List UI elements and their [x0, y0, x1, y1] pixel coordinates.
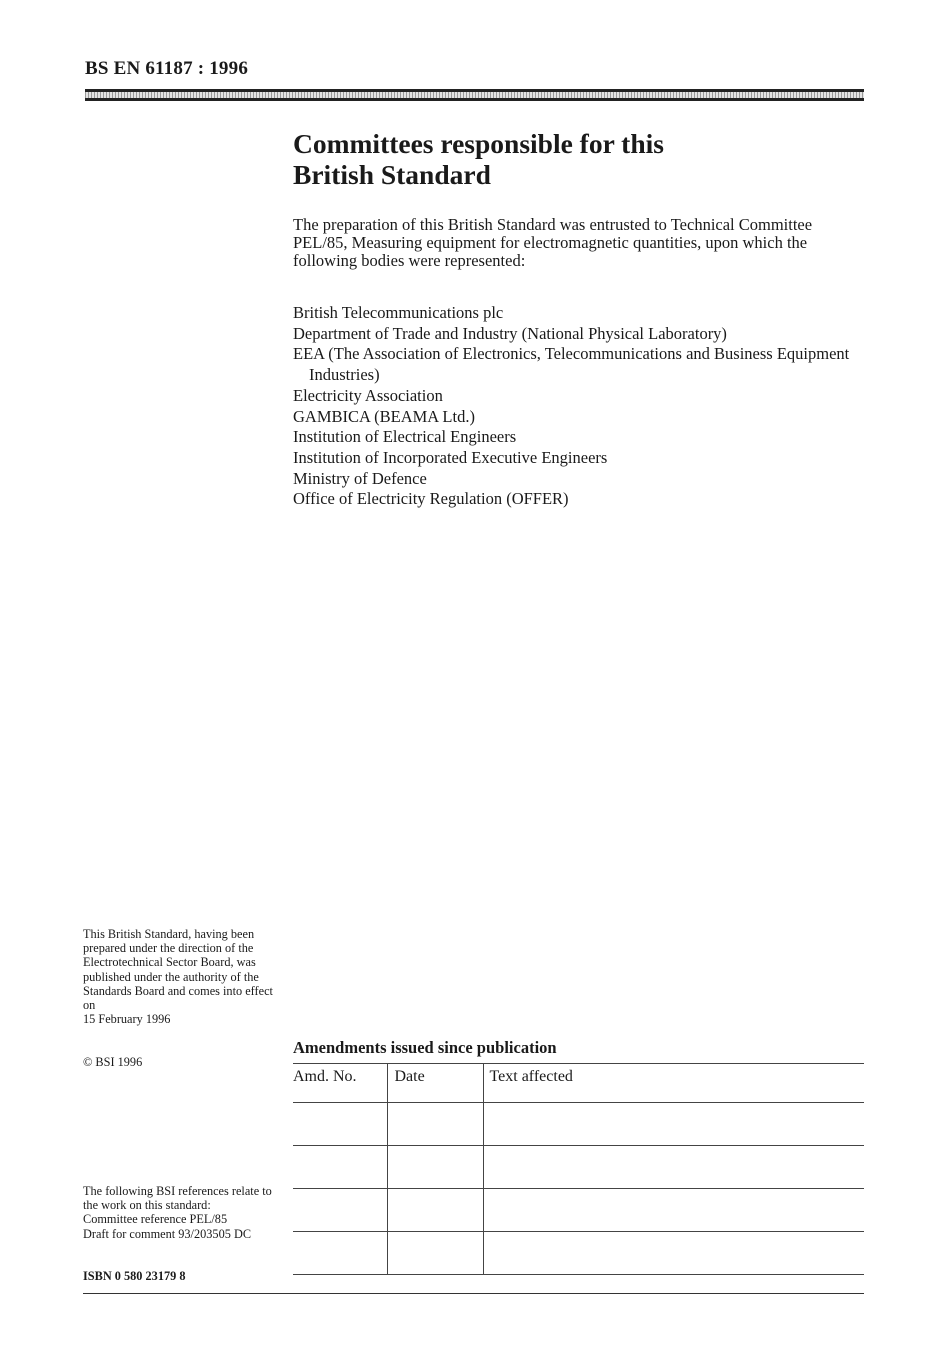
table-row	[293, 1103, 864, 1146]
table-cell	[387, 1103, 483, 1146]
represented-bodies-list	[293, 303, 858, 510]
amendments-table	[293, 1063, 864, 1275]
list-item: EEA (The Association of Electronics, Telecommunications and Business Equipment Industries)	[293, 344, 850, 385]
table-cell	[387, 1232, 483, 1275]
list-item: Electricity Association	[293, 385, 443, 405]
list-item: Institution of Incorporated Executive Engineers	[293, 447, 608, 467]
amendments-heading: Amendments issued since publication	[293, 1038, 557, 1057]
effective-date: 15 February 1996	[83, 1012, 171, 1027]
draft-reference: Draft for comment 93/203505 DC	[83, 1226, 252, 1241]
column-header-text-affected: Text affected	[489, 1068, 573, 1085]
publication-note-text: This British Standard, having been prepared under the direction of the Electrotechnical Sector Board, was published under the authority of the Standards Board and comes into effect on	[83, 927, 273, 1013]
table-row	[293, 1232, 864, 1275]
bsi-references	[83, 1184, 283, 1241]
page-title	[293, 128, 853, 190]
column-header-amd-no: Amd. No.	[293, 1064, 387, 1103]
publication-note	[83, 927, 275, 1026]
list-item: Department of Trade and Industry (National Physical Laboratory)	[293, 323, 727, 343]
list-item: Office of Electricity Regulation (OFFER)	[293, 489, 569, 509]
copyright-notice: © BSI 1996	[83, 1055, 143, 1069]
column-header-date: Date	[387, 1064, 483, 1103]
table-row	[293, 1189, 864, 1232]
list-item: Ministry of Defence	[293, 468, 427, 488]
committee-reference: Committee reference PEL/85	[83, 1212, 228, 1227]
table-cell	[293, 1232, 387, 1275]
title-line-2: British Standard	[293, 159, 491, 190]
standard-reference: BS EN 61187 : 1996	[85, 58, 249, 79]
list-item: Institution of Electrical Engineers	[293, 427, 517, 447]
isbn: ISBN 0 580 23179 8	[83, 1269, 186, 1283]
list-item: British Telecommunications plc	[293, 303, 504, 322]
table-cell	[293, 1146, 387, 1189]
table-cell	[483, 1232, 864, 1275]
table-row	[293, 1146, 864, 1189]
table-cell	[293, 1103, 387, 1146]
list-item: GAMBICA (BEAMA Ltd.)	[293, 406, 475, 426]
footer-rule	[83, 1293, 864, 1294]
intro-paragraph: The preparation of this British Standard was entrusted to Technical Committee PEL/85, Measuring equipment for electromagnetic quantities, upon which the following bodies were represented:	[293, 215, 813, 270]
table-cell	[387, 1189, 483, 1232]
table-cell	[483, 1189, 864, 1232]
header-rule	[85, 89, 864, 101]
bsi-references-intro: The following BSI references relate to the work on this standard:	[83, 1184, 272, 1213]
table-header-row	[293, 1064, 864, 1103]
title-line-1: Committees responsible for this	[293, 128, 664, 159]
table-cell	[483, 1146, 864, 1189]
table-cell	[293, 1189, 387, 1232]
table-cell	[387, 1146, 483, 1189]
table-cell	[483, 1103, 864, 1146]
